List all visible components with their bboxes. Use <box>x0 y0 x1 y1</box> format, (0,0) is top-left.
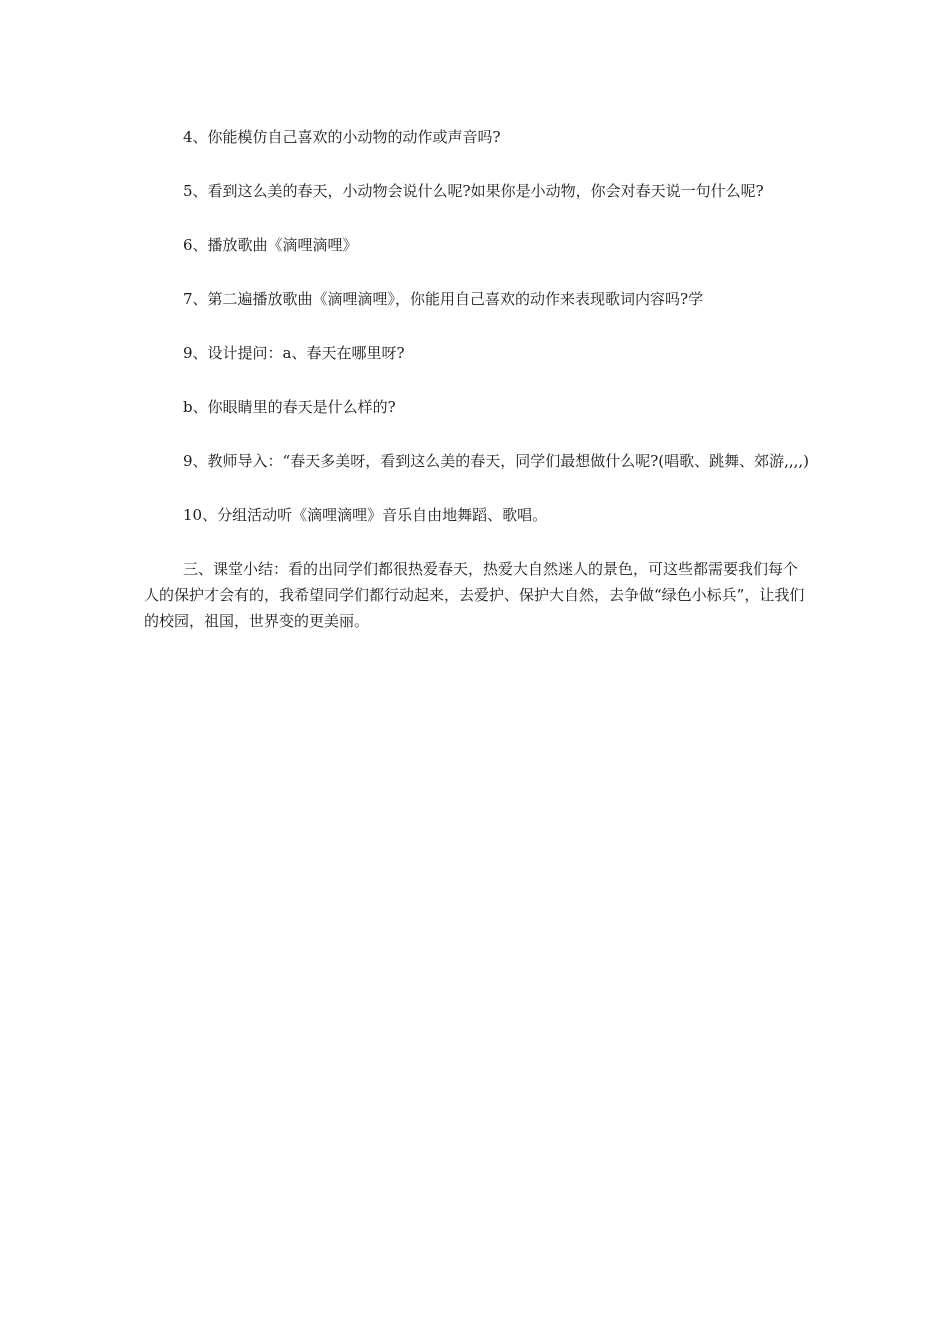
paragraph-item-b: b、你眼睛里的春天是什么样的? <box>183 398 396 416</box>
paragraph-item-10: 10、分组活动听《滴哩滴哩》音乐自由地舞蹈、歌唱。 <box>183 506 548 524</box>
paragraph-item-9-question: 9、设计提问：a、春天在哪里呀? <box>183 344 405 362</box>
paragraph-item-9-teacher: 9、教师导入：“春天多美呀，看到这么美的春天，同学们最想做什么呢?(唱歌、跳舞、郊游,,,,) <box>183 452 810 470</box>
paragraph-summary: 三、课堂小结：看的出同学们都很热爱春天，热爱大自然迷人的景色，可这些都需要我们每个人的保护才会有的，我希望同学们都行动起来，去爱护、保护大自然，去争做“绿色小标兵”，让我们的校园，祖国，世界变的更美丽。 <box>144 560 805 630</box>
document-body <box>144 124 812 634</box>
paragraph-item-4: 4、你能模仿自己喜欢的小动物的动作或声音吗? <box>183 128 501 146</box>
paragraph-item-5: 5、看到这么美的春天，小动物会说什么呢?如果你是小动物，你会对春天说一句什么呢? <box>183 182 764 200</box>
paragraph-item-6: 6、播放歌曲《滴哩滴哩》 <box>183 236 358 254</box>
paragraph-item-7: 7、第二遍播放歌曲《滴哩滴哩》，你能用自己喜欢的动作来表现歌词内容吗?学 <box>183 290 704 308</box>
